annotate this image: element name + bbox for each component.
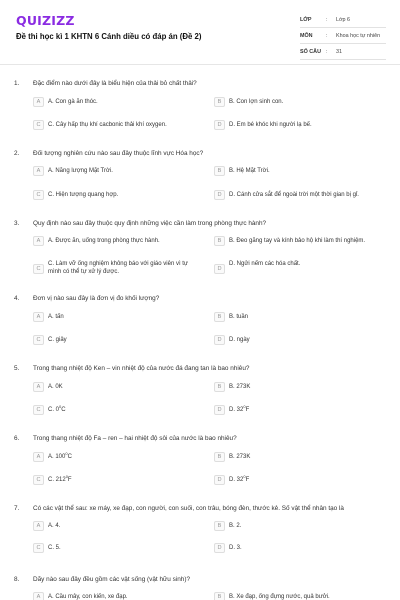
- degree-superscript: 0: [243, 404, 246, 409]
- degree-superscript: 0: [65, 474, 68, 479]
- meta-row-class: [300, 14, 386, 28]
- option-text: B. Hệ Mặt Trời.: [229, 168, 270, 174]
- option-text: A. $100^0C$: [48, 451, 72, 460]
- option-letter-badge: A: [33, 592, 44, 600]
- option-text: C. 5.: [48, 545, 61, 551]
- meta-key: SỐ CÂU: [300, 49, 321, 55]
- question-text: Đơn vị nào sau đây là đơn vị đo khối lượng?: [33, 295, 160, 302]
- option-text: C. giây: [48, 337, 67, 343]
- option-text: B. Xe đạp, ống đựng nước, quả bưởi.: [229, 594, 330, 600]
- meta-value: Khoa học tự nhiên: [336, 33, 381, 39]
- header-divider: [0, 64, 400, 65]
- meta-value: Lớp 6: [336, 17, 351, 23]
- page-header: [0, 0, 400, 62]
- option-text: C. Hiện tượng quang hợp.: [48, 192, 119, 198]
- option-text: C. Làm vỡ ống nghiệm không báo với giáo viên vì tự mình có thể tự xử lý được.: [48, 261, 188, 275]
- option-text: D. $32^0F$: [229, 474, 250, 483]
- option-text: D. Em bé khóc khi người lạ bế.: [229, 122, 312, 128]
- option-text: A. tấn: [48, 314, 64, 320]
- question-number: 3.: [14, 220, 20, 227]
- option-letter-badge: A: [33, 382, 44, 392]
- option-letter-badge: A: [33, 97, 44, 107]
- option-text: A. Cầu mây, con kiến, xe đạp.: [48, 594, 128, 600]
- meta-row-count: [300, 46, 386, 60]
- option-letter-badge: B: [214, 592, 225, 600]
- degree-superscript: 0: [59, 404, 62, 409]
- question-number: 1.: [14, 80, 20, 87]
- meta-colon: :: [326, 17, 328, 23]
- option-text: D. Ngửi nếm các hóa chất.: [229, 261, 301, 267]
- option-letter-badge: D: [214, 120, 225, 130]
- meta-key: LỚP: [300, 17, 312, 23]
- option-letter-badge: B: [214, 236, 225, 246]
- option-text: B. tuần: [229, 314, 249, 320]
- option-letter-badge: B: [214, 166, 225, 176]
- option-letter-badge: C: [33, 264, 44, 274]
- question-number: 4.: [14, 295, 20, 302]
- option-text: A. Được ăn, uống trong phòng thực hành.: [48, 238, 160, 244]
- option-letter-badge: A: [33, 521, 44, 531]
- option-text: B. Đeo găng tay và kính bảo hộ khi làm thí nghiệm.: [229, 238, 366, 244]
- degree-superscript: 0: [65, 451, 68, 456]
- option-letter-badge: A: [33, 312, 44, 322]
- option-text: D. 3.: [229, 545, 242, 551]
- option-text: B. 273K: [229, 384, 251, 390]
- option-text: A. 0K: [48, 384, 63, 390]
- option-letter-badge: C: [33, 405, 44, 415]
- option-letter-badge: D: [214, 264, 225, 274]
- question-number: 7.: [14, 505, 20, 512]
- question-text: Trong thang nhiệt độ Ken – vin nhiệt độ của nước đá đang tan là bao nhiêu?: [33, 365, 250, 372]
- option-letter-badge: C: [33, 190, 44, 200]
- option-letter-badge: B: [214, 452, 225, 462]
- question-number: 8.: [14, 576, 20, 583]
- document-title: Đề thi học kì 1 KHTN 6 Cánh diều có đáp án (Đề 2): [16, 32, 202, 41]
- meta-table: [300, 14, 386, 62]
- question-text: Đối tượng nghiên cứu nào sau đây thuộc lĩnh vực Hóa học?: [33, 150, 204, 157]
- question-number: 6.: [14, 435, 20, 442]
- option-text: C. $212^0F$: [48, 474, 72, 483]
- quizizz-logo: QUIZIZZ: [16, 13, 75, 28]
- option-text: A. 4.: [48, 523, 61, 529]
- option-text: D. $32^0F$: [229, 404, 250, 413]
- question-text: Trong thang nhiệt độ Fa – ren – hai nhiệt độ sôi của nước là bao nhiêu?: [33, 435, 237, 442]
- option-letter-badge: D: [214, 543, 225, 553]
- meta-colon: :: [326, 49, 328, 55]
- option-letter-badge: B: [214, 97, 225, 107]
- meta-row-subject: [300, 30, 386, 44]
- option-text: C. $0^0C$: [48, 404, 66, 413]
- question-text: Đặc điểm nào dưới đây là biểu hiện của thải bỏ chất thải?: [33, 80, 197, 87]
- option-text: D. Cánh cửa sắt để ngoài trời một thời gian bị gỉ.: [229, 192, 359, 198]
- option-text: D. ngày: [229, 337, 250, 343]
- option-letter-badge: A: [33, 236, 44, 246]
- option-text: A. Năng lượng Mặt Trời.: [48, 168, 113, 174]
- option-letter-badge: B: [214, 312, 225, 322]
- option-letter-badge: B: [214, 382, 225, 392]
- option-letter-badge: B: [214, 521, 225, 531]
- option-letter-badge: A: [33, 166, 44, 176]
- option-letter-badge: A: [33, 452, 44, 462]
- question-number: 5.: [14, 365, 20, 372]
- option-letter-badge: D: [214, 475, 225, 485]
- question-text: Dãy nào sau đây đều gồm các vật sống (vật hữu sinh)?: [33, 576, 191, 583]
- degree-superscript: 0: [243, 474, 246, 479]
- meta-key: MÔN: [300, 33, 313, 39]
- option-letter-badge: D: [214, 405, 225, 415]
- option-letter-badge: C: [33, 335, 44, 345]
- option-text: B. 2.: [229, 523, 242, 529]
- option-letter-badge: D: [214, 335, 225, 345]
- option-text: B. Con lợn sinh con.: [229, 99, 284, 105]
- option-text: C. Cây hấp thụ khí cacbonic thải khí oxygen.: [48, 122, 167, 128]
- option-text: A. Con gà ăn thóc.: [48, 99, 98, 105]
- option-letter-badge: C: [33, 543, 44, 553]
- option-text: B. 273K: [229, 454, 251, 460]
- question-number: 2.: [14, 150, 20, 157]
- option-letter-badge: C: [33, 475, 44, 485]
- meta-value: 31: [336, 49, 342, 55]
- meta-colon: :: [326, 33, 328, 39]
- question-text: Quy định nào sau đây thuộc quy định những việc cần làm trong phòng thực hành?: [33, 220, 267, 227]
- question-text: Có các vật thể sau: xe máy, xe đạp, con người, con suối, con trâu, bóng đèn, thước kẻ. Số vật thể nhân tạo là: [33, 505, 344, 512]
- option-letter-badge: D: [214, 190, 225, 200]
- option-letter-badge: C: [33, 120, 44, 130]
